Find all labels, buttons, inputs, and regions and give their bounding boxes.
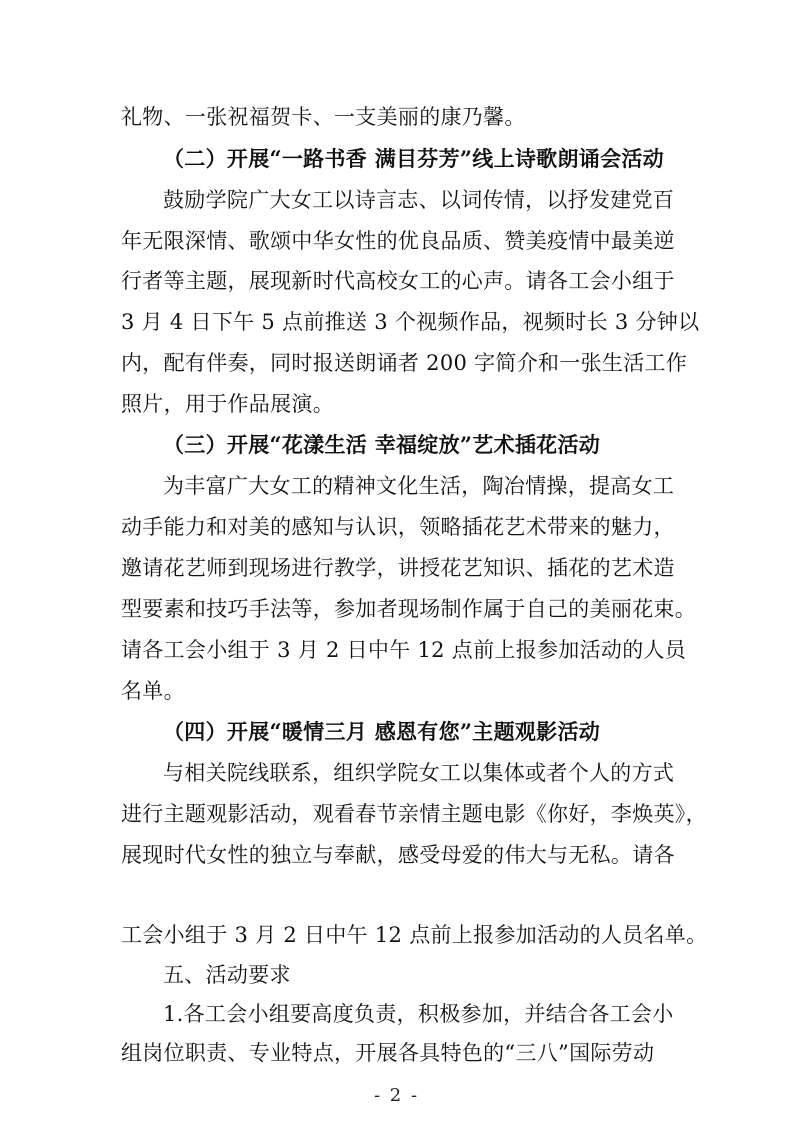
paragraph-line: 与相关院线联系，组织学院女工以集体或者个人的方式 [163, 761, 675, 785]
paragraph-line: 进行主题观影活动，观看春节亲情主题电影《你好，李焕英》， [121, 802, 707, 826]
paragraph-line: 1.各工会小组要高度负责，积极参加，并结合各工会小 [163, 1002, 674, 1026]
paragraph-line: 内，配有伴奏，同时报送朗诵者 200 字简介和一张生活工作 [121, 351, 688, 375]
paragraph-line: 组岗位职责、专业特点，开展各具特色的“三八”国际劳动 [121, 1041, 655, 1065]
page-number: - 2 - [373, 1085, 420, 1106]
paragraph-line: 礼物、一张祝福贺卡、一支美丽的康乃馨。 [121, 105, 526, 129]
paragraph-line: 鼓励学院广大女工以诗言志、以词传情，以抒发建党百 [163, 188, 675, 212]
paragraph-line: 工会小组于 3 月 2 日中午 12 点前上报参加活动的人员名单。 [121, 923, 708, 947]
paragraph-line: 3 月 4 日下午 5 点前推送 3 个视频作品，视频时长 3 分钟以 [121, 310, 700, 334]
paragraph-line: 展现时代女性的独立与奉献，感受母爱的伟大与无私。请各 [121, 843, 675, 867]
paragraph-line: 年无限深情、歌颂中华女性的优良品质、赞美疫情中最美逆 [121, 229, 675, 253]
paragraph-line: 行者等主题，展现新时代高校女工的心声。请各工会小组于 [121, 269, 675, 293]
paragraph-line: 为丰富广大女工的精神文化生活，陶冶情操，提高女工 [163, 474, 675, 498]
paragraph-line: 名单。 [121, 679, 185, 703]
paragraph-line: 照片，用于作品展演。 [121, 392, 334, 416]
section-heading-4: （四）开展“暖情三月 感恩有您”主题观影活动 [163, 719, 601, 744]
section-title-5: 五、活动要求 [163, 963, 291, 987]
paragraph-line: 邀请花艺师到现场进行教学，讲授花艺知识、插花的艺术造 [121, 556, 675, 580]
section-heading-2: （二）开展“一路书香 满目芬芳”线上诗歌朗诵会活动 [163, 146, 664, 171]
section-heading-3: （三）开展“花漾生活 幸福绽放”艺术插花活动 [163, 432, 601, 457]
paragraph-line: 型要素和技巧手法等，参加者现场制作属于自己的美丽花束。 [121, 597, 697, 621]
paragraph-line: 请各工会小组于 3 月 2 日中午 12 点前上报参加活动的人员 [121, 638, 687, 662]
paragraph-line: 动手能力和对美的感知与认识，领略插花艺术带来的魅力， [121, 515, 675, 539]
